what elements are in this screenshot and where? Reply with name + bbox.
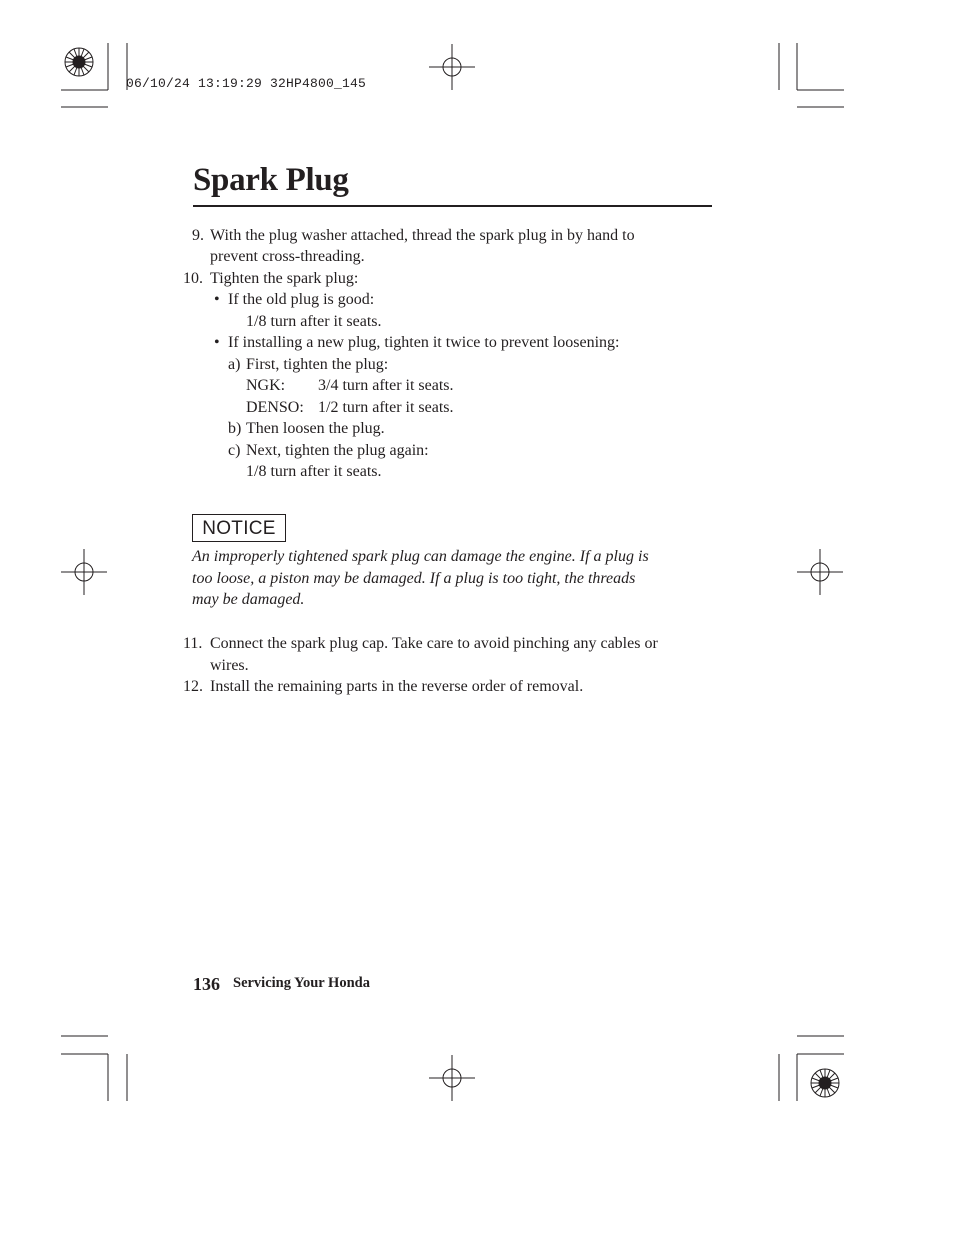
step-9-number: 9. <box>192 227 204 244</box>
step-9-text-line-2: prevent cross-threading. <box>210 248 365 265</box>
ngk-label: NGK: <box>246 377 286 394</box>
step-11-number: 11. <box>183 635 203 652</box>
bullet-old-plug-text: If the old plug is good: <box>228 291 375 308</box>
bullet-new-plug-text: If installing a new plug, tighten it twice to prevent loosening: <box>228 334 620 351</box>
page-number: 136 <box>193 974 220 994</box>
notice-badge <box>192 514 286 542</box>
title-rule <box>193 205 712 207</box>
substep-a-text: First, tighten the plug: <box>246 356 389 373</box>
step-10-number: 10. <box>183 270 203 287</box>
bullet-mark: • <box>214 291 220 308</box>
page-title: Spark Plug <box>193 162 349 198</box>
substep-c-detail: 1/8 turn after it seats. <box>246 463 382 480</box>
notice-line-1: An improperly tightened spark plug can damage the engine. If a plug is <box>192 548 649 565</box>
substep-a-label: a) <box>228 356 241 373</box>
substep-b-label: b) <box>228 420 242 437</box>
step-10-text: Tighten the spark plug: <box>210 270 359 287</box>
notice-text <box>192 546 722 611</box>
notice-label: NOTICE <box>202 518 276 539</box>
bullet-mark: • <box>214 334 220 351</box>
substep-b-text: Then loosen the plug. <box>246 420 385 437</box>
step-9-text-line-1: With the plug washer attached, thread the spark plug in by hand to <box>210 227 635 244</box>
ngk-value: 3/4 turn after it seats. <box>318 377 454 394</box>
bullet-old-plug-detail: 1/8 turn after it seats. <box>246 313 382 330</box>
denso-label: DENSO: <box>246 399 304 416</box>
print-slug: 06/10/24 13:19:29 32HP4800_145 <box>126 76 367 91</box>
step-12-number: 12. <box>183 678 203 695</box>
denso-value: 1/2 turn after it seats. <box>318 399 454 416</box>
substep-c-label: c) <box>228 442 241 459</box>
notice-line-3: may be damaged. <box>192 591 305 608</box>
section-name: Servicing Your Honda <box>233 975 370 991</box>
step-12-text: Install the remaining parts in the reverse order of removal. <box>210 678 584 695</box>
substep-c-text: Next, tighten the plug again: <box>246 442 429 459</box>
notice-line-2: too loose, a piston may be damaged. If a plug is too tight, the threads <box>192 569 636 587</box>
step-11-text-line-2: wires. <box>210 657 249 674</box>
step-11-text-line-1: Connect the spark plug cap. Take care to avoid pinching any cables or <box>210 635 658 652</box>
